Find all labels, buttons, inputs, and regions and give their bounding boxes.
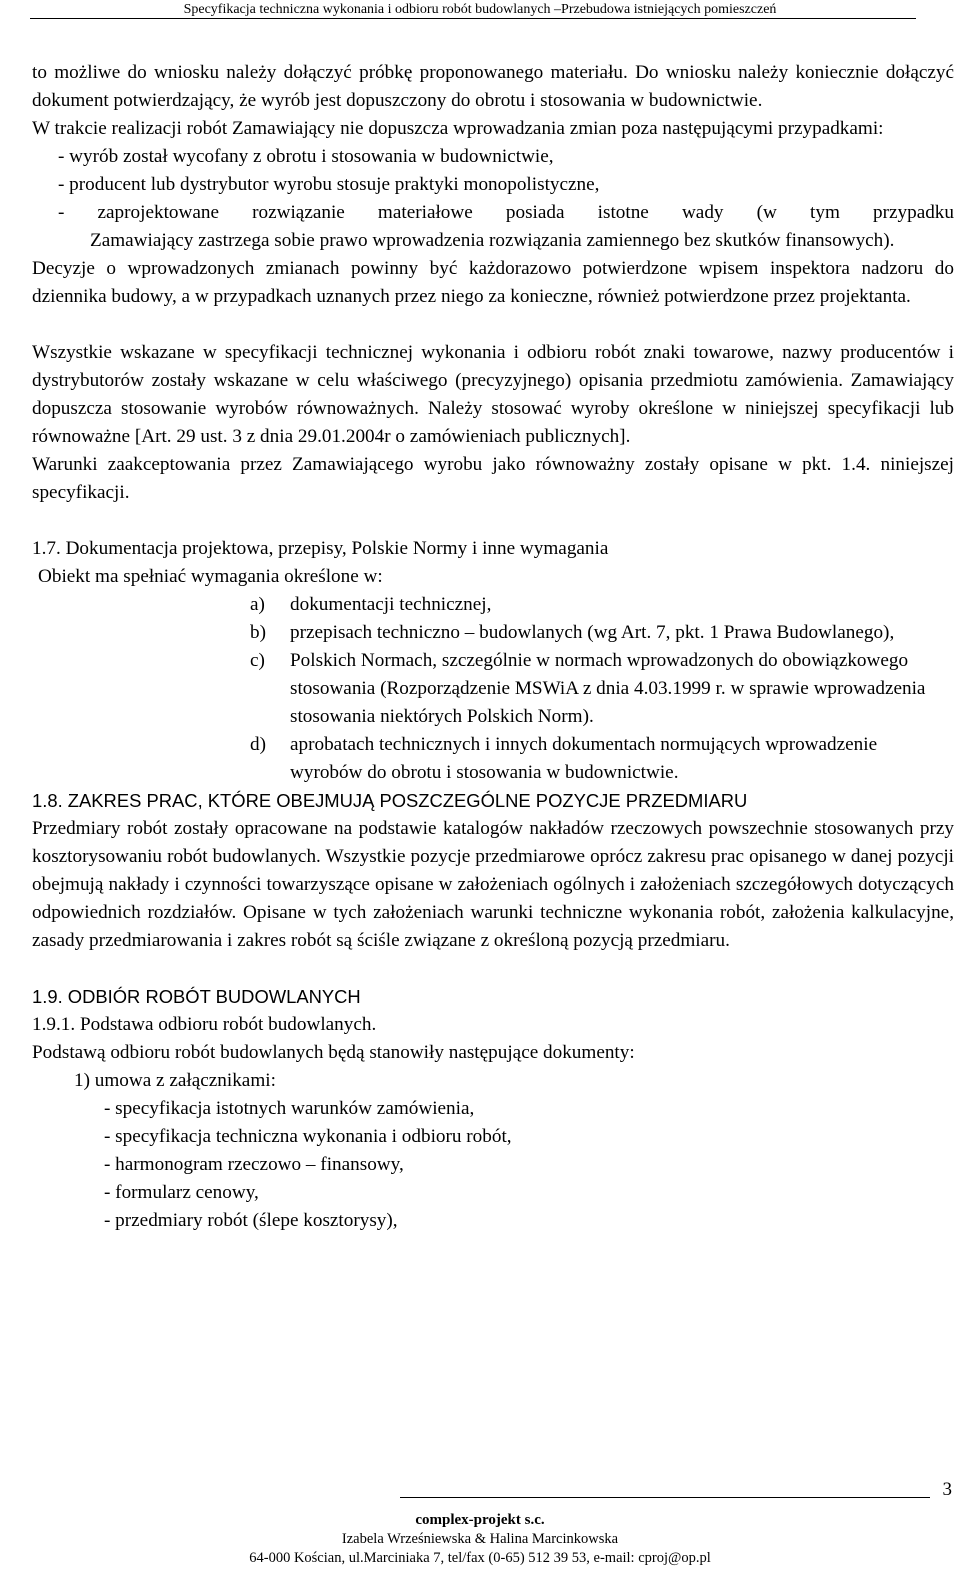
requirements-list-item (250, 591, 954, 619)
requirements-list (250, 591, 954, 787)
footer-address: 64-000 Kościan, ul.Marciniaka 7, tel/fax (0-65) 512 39 53, e-mail: cproj@op.pl (249, 1550, 711, 1566)
header-rule (30, 18, 916, 19)
paragraph-change-policy: W trakcie realizacji robót Zamawiający nie dopuszcza wprowadzania zmian poza następującymi przypadkami: (32, 118, 884, 139)
page-number: 3 (942, 1479, 952, 1500)
heading-1-9-1: 1.9.1. Podstawa odbioru robót budowlanych. (32, 1014, 377, 1035)
dash-item-defects: - zaprojektowane rozwiązanie materiałowe posiada istotne wady (w tym przypadku (58, 202, 954, 223)
list-text: przepisach techniczno – budowlanych (wg Art. 7, pkt. 1 Prawa Budowlanego), (290, 622, 895, 643)
attachment-item: - formularz cenowy, (104, 1182, 259, 1203)
attachment-item: - przedmiary robót (ślepe kosztorysy), (104, 1210, 398, 1231)
contract-attachments-list (104, 1095, 954, 1235)
list-marker: d) (250, 734, 266, 755)
attachment-item: - specyfikacja istotnych warunków zamówienia, (104, 1098, 475, 1119)
attachment-item: - specyfikacja techniczna wykonania i odbioru robót, (104, 1126, 512, 1147)
dash-item-defects-cont: Zamawiający zastrzega sobie prawo wprowadzenia rozwiązania zamiennego bez skutków finansowych). (90, 230, 895, 251)
footer-authors: Izabela Wrześniewska & Halina Marcinkowska (341, 1531, 619, 1547)
requirements-list-item (250, 647, 954, 731)
paragraph-bill-of-quantities: Przedmiary robót zostały opracowane na podstawie katalogów nakładów rzeczowych powszechnie stosowanych przy kosztorysowaniu robót budowlanych. Wszystkie pozycje przedmiarowe oprócz zakresu prac opisanego w danej pozycji obejmują nakłady i czynności towarzyszące opisane w założeniach ogólnych i założeniach szczegółowych dotyczących odpowiednich rozdziałów. Opisane w tych założeniach warunki techniczne wykonania robót, założenia kalkulacyjne, zasady przedmiarowania i zakres robót są ściśle związane z określoną pozycją przedmiaru. (32, 818, 954, 951)
heading-1-7: 1.7. Dokumentacja projektowa, przepisy, Polskie Normy i inne wymagania (32, 538, 609, 559)
list-item-contract: 1) umowa z załącznikami: (74, 1070, 276, 1091)
paragraph-trademarks: Wszystkie wskazane w specyfikacji technicznej wykonania i odbioru robót znaki towarowe, nazwy producentów i dystrybutorów zostały wskazane w celu właściwego (precyzyjnego) opisania przedmiotu zamówienia. Zamawiający dopuszcza stosowanie wyrobów równoważnych. Należy stosować wyroby określone w niniejszej specyfikacji lub równoważne [Art. 29 ust. 3 z dnia 29.01.2004r o zamówieniach publicznych]. (32, 342, 954, 447)
heading-1-8: 1.8. ZAKRES PRAC, KTÓRE OBEJMUJĄ POSZCZEGÓLNE POZYCJE PRZEDMIARU (32, 790, 748, 811)
requirements-list-item (250, 731, 954, 787)
footer (0, 1511, 960, 1568)
list-text: dokumentacji technicznej, (290, 594, 492, 615)
dash-item-monopoly: - producent lub dystrybutor wyrobu stosuje praktyki monopolistyczne, (58, 174, 600, 195)
running-header: Specyfikacja techniczna wykonania i odbioru robót budowlanych –Przebudowa istniejących pomieszczeń (183, 2, 777, 17)
requirements-list-item (250, 619, 954, 647)
paragraph-sample-requirement: to możliwe do wniosku należy dołączyć próbkę proponowanego materiału. Do wniosku należy koniecznie dołączyć dokument potwierdzający, że wyrób jest dopuszczony do obrotu i stosowania w budownictwie. (32, 62, 954, 111)
paragraph-equivalence: Warunki zaakceptowania przez Zamawiającego wyrobu jako równoważny zostały opisane w pkt. 1.4. niniejszej specyfikacji. (32, 454, 954, 503)
attachment-item: - harmonogram rzeczowo – finansowy, (104, 1154, 404, 1175)
list-text: aprobatach technicznych i innych dokumentach normujących wprowadzenie wyrobów do obrotu i stosowania w budownictwie. (290, 734, 878, 783)
paragraph-requirements: Obiekt ma spełniać wymagania określone w: (38, 566, 383, 587)
heading-1-9: 1.9. ODBIÓR ROBÓT BUDOWLANYCH (32, 986, 361, 1007)
list-marker: a) (250, 594, 265, 615)
list-marker: b) (250, 622, 266, 643)
dash-item-withdrawn: - wyrób został wycofany z obrotu i stosowania w budownictwie, (58, 146, 554, 167)
paragraph-acceptance-basis: Podstawą odbioru robót budowlanych będą stanowiły następujące dokumenty: (32, 1042, 635, 1063)
paragraph-decisions: Decyzje o wprowadzonych zmianach powinny być każdorazowo potwierdzone wpisem inspektora nadzoru do dziennika budowy, a w przypadkach uznanych przez niego za konieczne, również potwierdzone przez projektanta. (32, 258, 954, 307)
list-marker: c) (250, 650, 265, 671)
footer-rule (400, 1497, 930, 1498)
footer-company: complex-projekt s.c. (415, 1512, 545, 1528)
list-text: Polskich Normach, szczególnie w normach wprowadzonych do obowiązkowego stosowania (Rozporządzenie MSWiA z dnia 4.03.1999 r. w sprawie wprowadzenia stosowania niektórych Polskich Norm). (290, 650, 926, 727)
document-body (32, 59, 954, 1235)
